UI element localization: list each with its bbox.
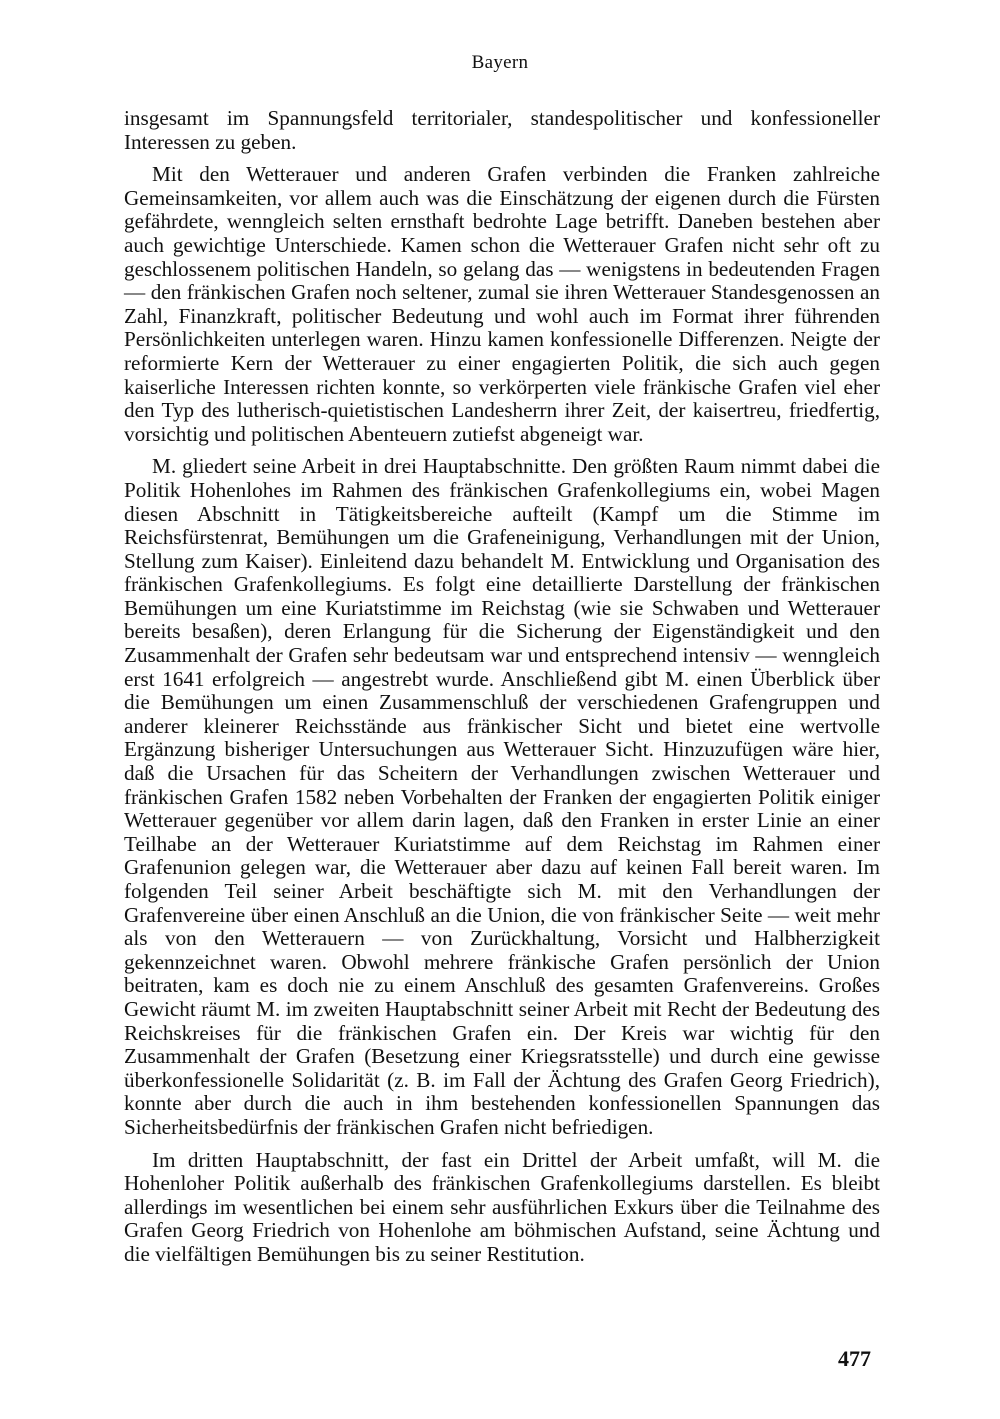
page-number: 477 [838,1346,871,1371]
body-text [124,107,880,1267]
paragraph-continuation: insgesamt im Spannungsfeld territorialer, standespolitischer und konfessioneller Interessen zu geben. [124,106,880,154]
running-title: Bayern [471,52,529,73]
paragraph: Mit den Wetterauer und anderen Grafen verbinden die Franken zahlreiche Gemeinsamkeiten, vor allem auch was die Einschätzung der eigenen durch die Fürsten gefährdete, wenngleich selten ernsthaft bedrohte Lage betrifft. Daneben bestehen aber auch gewichtige Unterschiede. Kamen schon die Wetterauer Grafen nicht sehr oft zu geschlossenem politischen Handeln, so gelang das — wenigstens in bedeutenden Fragen — den fränkischen Grafen noch seltener, zumal sie ihren Wetterauer Standesgenossen an Zahl, Finanzkraft, politischer Bedeutung und wohl auch im Format ihrer führenden Persönlichkeiten unterlegen waren. Hinzu kamen konfessionelle Differenzen. Neigte der reformierte Kern der Wetterauer zu einer engagierten Politik, die sich auch gegen kaiserliche Interessen richten konnte, so verkörperten viele fränkische Grafen viel eher den Typ des lutherisch-quietistischen Landesherrn ihrer Zeit, der kaisertreu, friedfertig, vorsichtig und politischen Abenteuern zutiefst abgeneigt war. [124,162,880,446]
paragraph: M. gliedert seine Arbeit in drei Hauptabschnitte. Den größten Raum nimmt dabei die Politik Hohenlohes im Rahmen des fränkischen Grafenkollegiums ein, wobei Magen diesen Abschnitt in Tätigkeitsbereiche aufteilt (Kampf um die Stimme im Reichsfürstenrat, Bemühungen um die Grafeneinigung, Verhandlungen mit der Union, Stellung zum Kaiser). Einleitend dazu behandelt M. Entwicklung und Organisation des fränkischen Grafenkollegiums. Es folgt eine detaillierte Darstellung der fränkischen Bemühungen um eine Kuriatstimme im Reichstag (wie sie Schwaben und Wetterauer bereits besaßen), deren Erlangung für die Sicherung der Eigenständigkeit und den Zusammenhalt der Grafen sehr bedeutsam war und entsprechend intensiv — wenngleich erst 1641 erfolgreich — angestrebt wurde. Anschließend gibt M. einen Überblick über die Bemühungen um einen Zusammenschluß der verschiedenen Grafengruppen und anderer kleinerer Reichsstände aus fränkischer Sicht und bietet eine wertvolle Ergänzung bisheriger Untersuchungen aus Wetterauer Sicht. Hinzuzufügen wäre hier, daß die Ursachen für das Scheitern der Verhandlungen zwischen Wetterauer und fränkischen Grafen 1582 neben Vorbehalten der Franken der engagierten Politik einiger Wetterauer gegenüber vor allem darin lagen, daß den Franken in erster Linie an einer Teilhabe an der Wetterauer Kuriatstimme auf dem Reichstag im Rahmen einer Grafenunion gelegen war, die Wetterauer aber dazu auf keinen Fall bereit waren. Im folgenden Teil seiner Arbeit beschäftigte sich M. mit den Verhandlungen der Grafenvereine über einen Anschluß an die Union, die von fränkischer Seite — weit mehr als von den Wetterauern — von Zurückhaltung, Vorsicht und Halbherzigkeit gekennzeichnet waren. Obwohl mehrere fränkische Grafen persönlich der Union beitraten, kam es doch nie zu einem Anschluß des gesamten Grafenvereins. Großes Gewicht räumt M. im zweiten Hauptabschnitt seiner Arbeit mit Recht der Bedeutung des Reichskreises für die fränkischen Grafen ein. Der Kreis war wichtig für den Zusammenhalt der Grafen (Besetzung einer Kriegsratsstelle) und durch eine gewisse überkonfessionelle Solidarität (z. B. im Fall der Ächtung des Grafen Georg Friedrich), konnte aber durch die auch in ihm bestehenden konfessionellen Spannungen das Sicherheitsbedürfnis der fränkischen Grafen nicht befriedigen. [124,454,880,1139]
paragraph: Im dritten Hauptabschnitt, der fast ein Drittel der Arbeit umfaßt, will M. die Hohenloher Politik außerhalb des fränkischen Grafenkollegiums darstellen. Es bleibt allerdings im wesentlichen bei einem sehr ausführlichen Exkurs über die Teilnahme des Grafen Georg Friedrich von Hohenlohe am böhmischen Aufstand, seine Ächtung und die vielfältigen Bemühungen bis zu seiner Restitution. [124,1147,880,1266]
